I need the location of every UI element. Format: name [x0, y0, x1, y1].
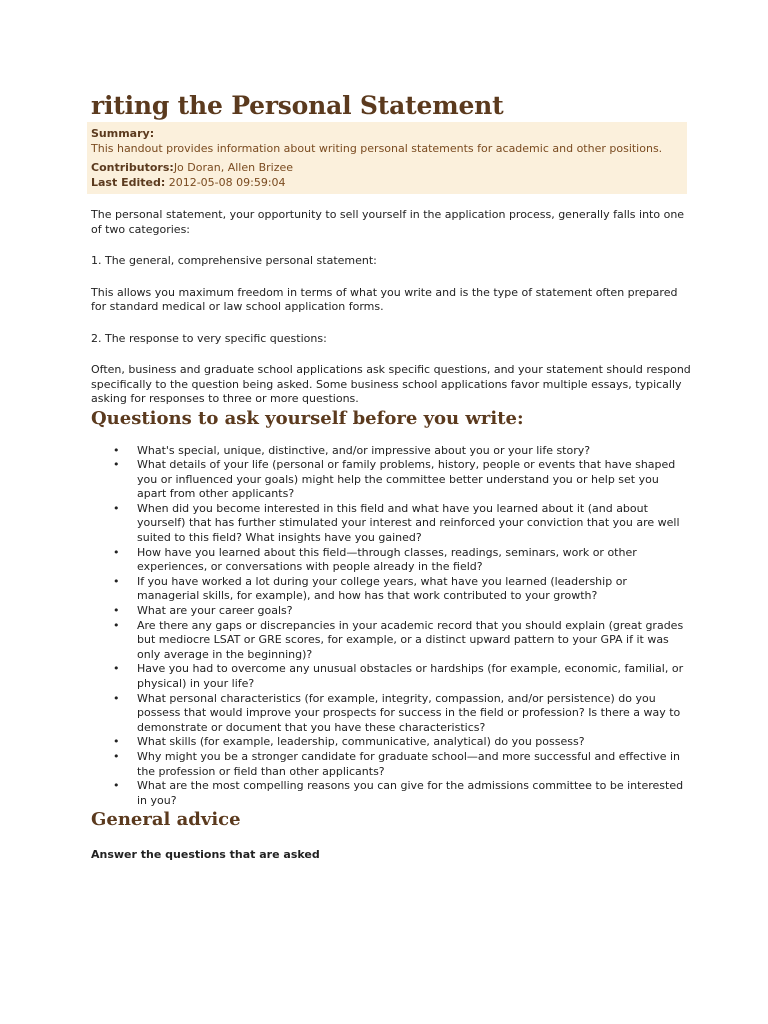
list-item: [91, 750, 691, 779]
list-item: [91, 575, 691, 604]
bullet: •: [113, 574, 120, 588]
question-text: How have you learned about this field—through classes, readings, seminars, work or other experiences, or conversations with people already in the field?: [137, 545, 637, 574]
contributors-label: Contributors:: [91, 161, 174, 174]
bullet: •: [113, 458, 120, 472]
question-text: What skills (for example, leadership, communicative, analytical) do you possess?: [137, 735, 585, 749]
list-item: [91, 692, 691, 736]
list-item: [91, 662, 691, 691]
contributors-value: Jo Doran, Allen Brizee: [173, 161, 294, 174]
summary-box: [87, 122, 687, 194]
question-text: What's special, unique, distinctive, and/or impressive about you or your life story?: [137, 443, 591, 457]
last-edited-row: [91, 175, 683, 190]
summary-text-row: [91, 141, 683, 156]
list-item: [91, 546, 691, 575]
question-text: What personal characteristics (for example, integrity, compassion, and/or persistence) do you possess that would improve your prospects for success in the field or profession? Is there a way to demonstrate or document that you have these characteristics?: [137, 691, 681, 734]
list-item: [91, 604, 691, 619]
document-page: [91, 88, 691, 862]
list-item: [91, 502, 691, 546]
contributors-row: [91, 160, 683, 175]
bullet: •: [113, 545, 120, 559]
list-item: [91, 735, 691, 750]
bullet: •: [113, 662, 120, 676]
bullet: •: [113, 691, 120, 705]
page-title: riting the Personal Statement: [91, 91, 504, 120]
question-text: What are the most compelling reasons you can give for the admissions committee to be interested in you?: [137, 779, 684, 807]
category-one-description: This allows you maximum freedom in terms of what you write and is the type of statement often prepared for standard medical or law school application forms.: [91, 285, 678, 313]
intro-paragraph: The personal statement, your opportunity to sell yourself in the application process, generally falls into one of two categories:: [91, 208, 685, 236]
summary-label: Summary:: [91, 127, 155, 140]
summary-row: [91, 126, 683, 141]
summary-text: This handout provides information about writing personal statements for academic and other positions.: [91, 142, 663, 155]
questions-list: [91, 444, 691, 809]
question-text: Have you had to overcome any unusual obstacles or hardships (for example, economic, familial, or physical) in your life?: [137, 662, 684, 690]
bullet: •: [113, 735, 120, 749]
question-text: Why might you be a stronger candidate for graduate school—and more successful and effective in the profession or field than other applicants?: [137, 749, 681, 778]
list-item: [91, 619, 691, 663]
question-text: Are there any gaps or discrepancies in your academic record that you should explain (great grades but mediocre LSAT or GRE scores, for example, or a distinct upward pattern to your GPA if it was only average in the beginning)?: [137, 618, 684, 661]
questions-heading: Questions to ask yourself before you write:: [91, 407, 524, 429]
bullet: •: [113, 618, 120, 632]
bullet: •: [113, 443, 120, 457]
last-edited-label: Last Edited:: [91, 176, 166, 189]
list-item: [91, 458, 691, 502]
last-edited-value: 2012-05-08 09:59:04: [165, 176, 286, 189]
question-text: When did you become interested in this field and what have you learned about it (and about yourself) that has further stimulated your interest and reinforced your conviction that you are well suited to this field? What insights have you gained?: [137, 501, 680, 545]
bullet: •: [113, 749, 120, 763]
bullet: •: [113, 604, 120, 618]
question-text: What details of your life (personal or family problems, history, people or events that have shaped you or influenced your goals) might help the committee better understand you or help set you apart from other applicants?: [137, 458, 676, 501]
general-advice-heading: General advice: [91, 809, 241, 831]
question-text: What are your career goals?: [137, 604, 293, 618]
category-two-description: Often, business and graduate school applications ask specific questions, and your statement should respond specifically to the question being asked. Some business school applications favor multiple essays, typically asking for responses to three or more questions.: [91, 363, 691, 405]
list-item: [91, 444, 691, 459]
category-one-paragraph: 1. The general, comprehensive personal statement:: [91, 254, 377, 267]
question-text: If you have worked a lot during your college years, what have you learned (leadership or managerial skills, for example), and how has that work contributed to your growth?: [137, 574, 627, 603]
advice-subheading: Answer the questions that are asked: [91, 848, 320, 862]
list-item: [91, 779, 691, 808]
bullet: •: [113, 779, 120, 793]
category-two-paragraph: 2. The response to very specific questions:: [91, 331, 327, 345]
bullet: •: [113, 501, 120, 515]
